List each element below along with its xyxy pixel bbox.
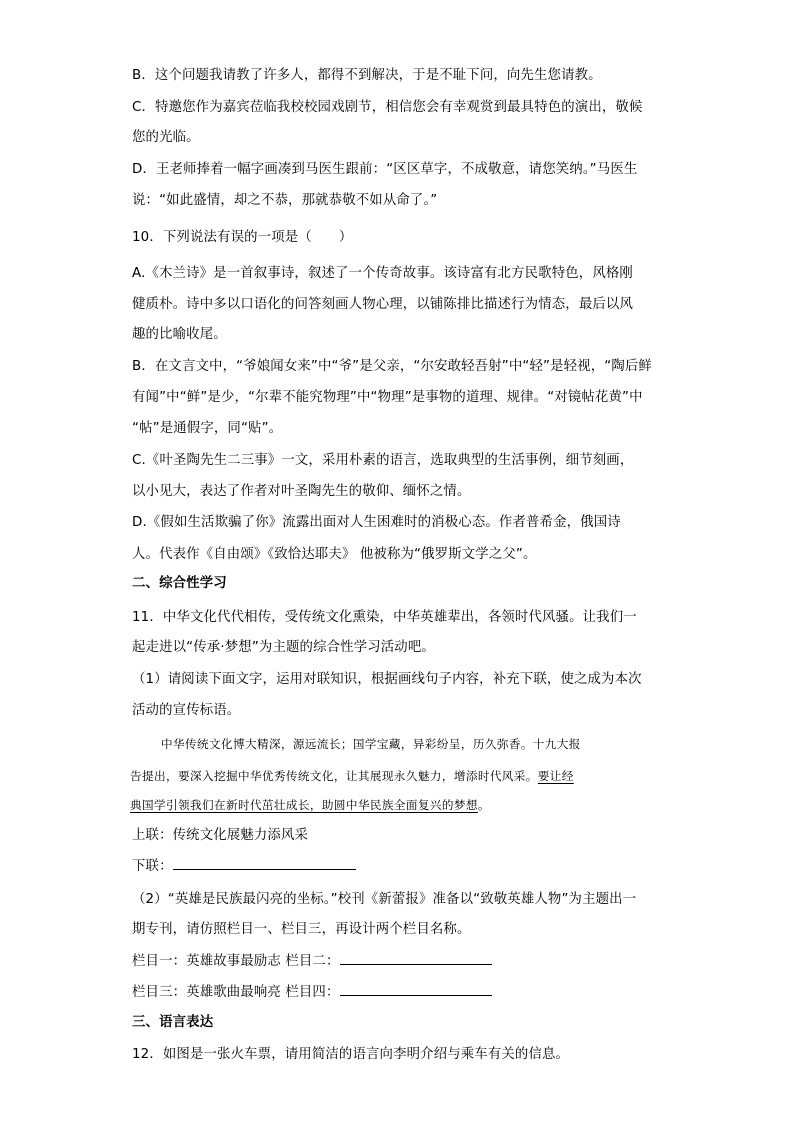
q9-option-d-line1: D．王老师捧着一幅字画凑到马医生跟前：“区区草字，不成敬意，请您笑纳。”马医生 (132, 162, 638, 177)
q9-option-d-line2: 说：“如此盛情，却之不恭，那就恭敬不如从命了。” (132, 193, 438, 208)
reading-passage-line2 (130, 767, 574, 785)
lower-couplet-answer-blank[interactable] (173, 868, 356, 870)
column-row-2 (132, 983, 492, 1003)
reading-passage-line3 (130, 796, 490, 814)
reading-passage-line2-text: 告提出，要深入挖掘中华优秀传统文化，让其展现永久魅力，增添时代风采。 (130, 769, 538, 783)
q11-part2-line2: 期专刊，请仿照栏目一、栏目三，再设计两个栏目名称。 (132, 922, 471, 937)
q10-option-a-line1: A.《木兰诗》是一首叙事诗，叙述了一个传奇故事。该诗富有北方民歌特色，风格刚 (132, 266, 633, 281)
column-2-answer-blank[interactable] (340, 963, 492, 965)
q11-intro-line1: 11．中华文化代代相传，受传统文化熏染，中华英雄辈出，各领时代风骚。让我们一 (132, 610, 637, 625)
q10-option-c-line2: 以小见大，表达了作者对叶圣陶先生的敬仰、缅怀之情。 (132, 484, 471, 499)
lower-couplet-row (132, 857, 356, 877)
column-4-answer-blank[interactable] (340, 994, 492, 996)
upper-couplet: 上联：传统文化展魅力添风采 (132, 828, 309, 843)
underlined-sentence-start: 要让经 (537, 769, 574, 783)
q10-option-b-line3: “帖”是通假字，同“贴”。 (132, 421, 283, 436)
q9-option-c-line2: 您的光临。 (132, 130, 200, 145)
q11-part2-line1: （2）“英雄是民族最闪亮的坐标。”校刊《新蕾报》准备以“致敬英雄人物”为主题出一 (132, 892, 637, 907)
q10-option-a-line2: 健质朴。诗中多以口语化的问答刻画人物心理，以铺陈排比描述行为情态，最后以风 (132, 297, 634, 312)
column-1-and-2-label: 栏目一：英雄故事最励志 栏目二： (132, 954, 340, 969)
section-heading-integrated-learning: 二、综合性学习 (132, 576, 227, 591)
q11-part1-line2: 活动的宣传标语。 (132, 703, 241, 718)
section-heading-language-expression: 三、语言表达 (132, 1015, 214, 1030)
underlined-sentence-end: 典国学引领我们在新时代茁壮成长，助圆中华民族全面复兴的梦想 (130, 798, 478, 812)
column-row-1 (132, 952, 492, 972)
reading-passage-line1: 中华传统文化博大精深，源远流长；国学宝藏，异彩纷呈，历久弥香。十九大报 (161, 737, 581, 751)
q10-option-a-line3: 趣的比喻收尾。 (132, 327, 227, 342)
q11-part1-line1: （1）请阅读下面文字，运用对联知识，根据画线句子内容，补充下联，使之成为本次 (132, 672, 642, 687)
column-3-and-4-label: 栏目三：英雄歌曲最响亮 栏目四： (132, 985, 340, 1000)
q10-option-b-line1: B．在文言文中，“爷娘闻女来”中“爷”是父亲，“尔安敢轻吾射”中“轻”是轻视，“陶后鲜 (132, 359, 652, 374)
q12-stem: 12．如图是一张火车票，请用简洁的语言向李明介绍与乘车有关的信息。 (132, 1047, 570, 1062)
q10-stem: 10．下列说法有误的一项是（ ） (132, 230, 353, 245)
q9-option-c-line1: C．特邀您作为嘉宾莅临我校校园戏剧节，相信您会有幸观赏到最具特色的演出，敬候 (132, 100, 643, 115)
q9-option-b: B．这个问题我请教了许多人，都得不到解决，于是不耻下问，向先生您请教。 (132, 68, 602, 83)
q10-option-d-line1: D.《假如生活欺骗了你》流露出面对人生困难时的消极心态。作者普希金，俄国诗 (132, 515, 621, 530)
q10-option-d-line2: 人。代表作《自由颂》《致恰达耶夫》 他被称为“俄罗斯文学之父”。 (132, 547, 537, 562)
q11-intro-line2: 起走进以“传承·梦想”为主题的综合性学习活动吧。 (132, 640, 435, 655)
q10-option-b-line2: 有闻”中“鲜”是少，“尔辈不能究物理”中“物理”是事物的道理、规律。“对镜帖花黄”中 (132, 390, 643, 405)
q10-option-c-line1: C.《叶圣陶先生二三事》一文，采用朴素的语言，选取典型的生活事例，细节刻画， (132, 453, 634, 468)
reading-passage-period: 。 (477, 798, 490, 812)
lower-couplet-label: 下联： (132, 859, 173, 874)
